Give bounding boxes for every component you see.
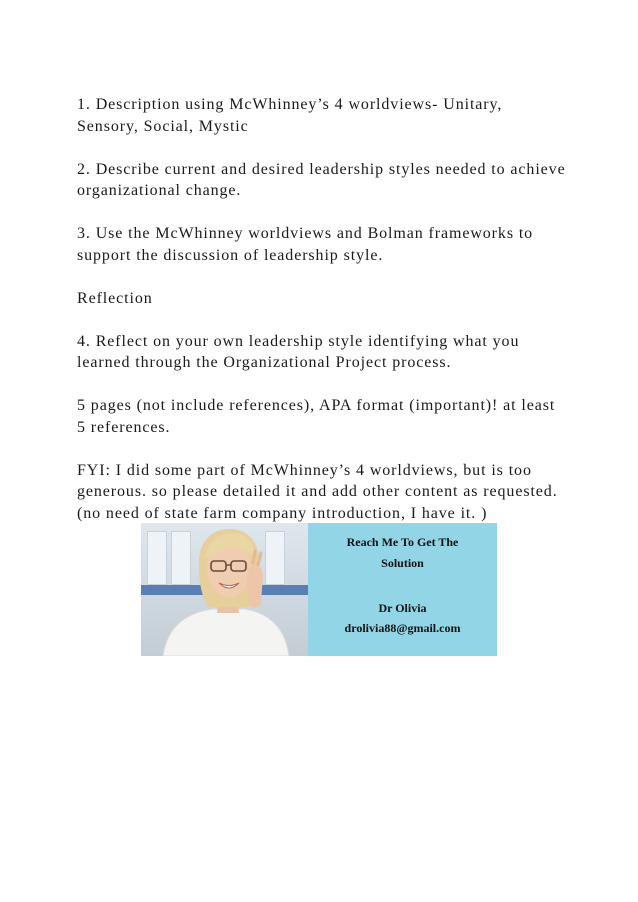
requirements-note: 5 pages (not include references), APA format (important)! at least 5 references. [77, 397, 556, 436]
contact-name: Dr Olivia [378, 601, 427, 615]
woman-figure-icon [141, 523, 308, 656]
reflection-heading: Reflection [77, 289, 153, 307]
paragraph-item-2: 2. Describe current and desired leadership styles needed to achieve organizational change. [77, 160, 566, 199]
promo-headline: Reach Me To Get The [346, 535, 459, 549]
document-body [77, 94, 567, 546]
woman-photo [141, 523, 308, 656]
promo-subheadline: Solution [381, 556, 424, 570]
contact-card [308, 523, 497, 656]
contact-email: drolivia88@gmail.com [344, 621, 461, 635]
promo-banner [141, 523, 497, 656]
paragraph-item-3: 3. Use the McWhinney worldviews and Bolman frameworks to support the discussion of leadership style. [77, 225, 534, 264]
paragraph-item-4: 4. Reflect on your own leadership style identifying what you learned through the Organizational Project process. [77, 332, 520, 371]
paragraph-item-1: 1. Description using McWhinney’s 4 worldviews- Unitary, Sensory, Social, Mystic [77, 96, 503, 135]
fyi-note: FYI: I did some part of McWhinney’s 4 worldviews, but is too generous. so please detailed it and add other content as requested. (no need of state farm company introduction, I have it. ) [77, 461, 558, 522]
